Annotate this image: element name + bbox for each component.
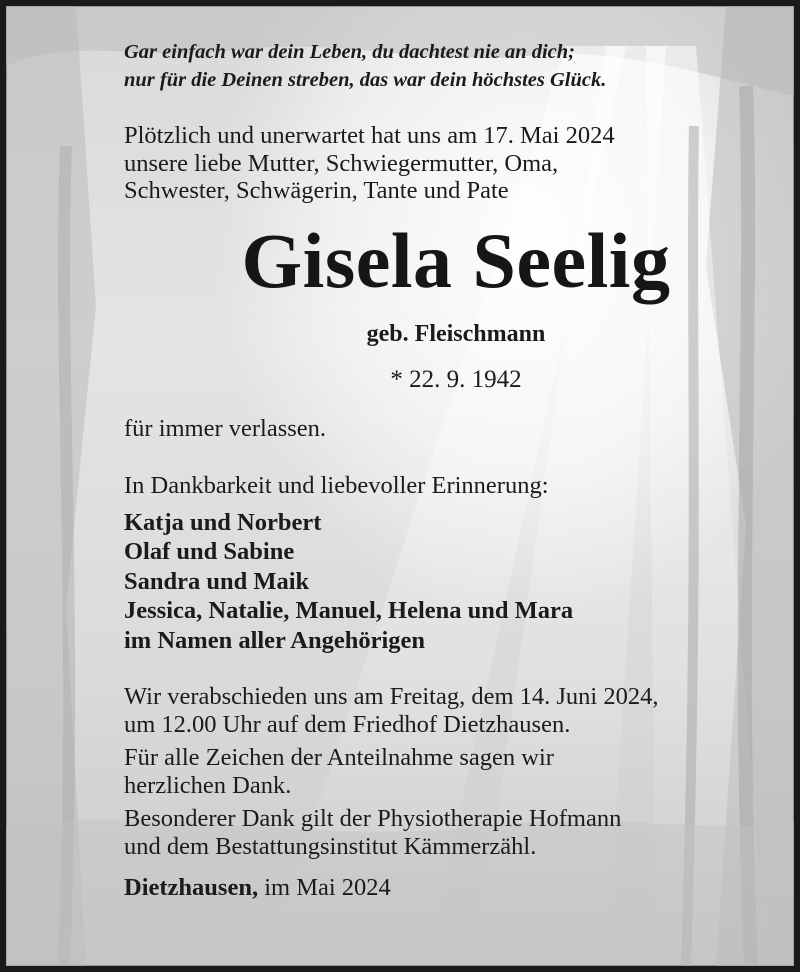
funeral-line: um 12.00 Uhr auf dem Friedhof Dietzhausen. [124, 710, 571, 738]
funeral-line: Wir verabschieden uns am Freitag, dem 14. Juni 2024, [124, 683, 659, 710]
thanks-line: Für alle Zeichen der Anteilnahme sagen wir [124, 744, 554, 771]
family-member: Katja und Norbert [124, 508, 322, 536]
deceased-name: Gisela Seelig [241, 216, 671, 304]
family-member: Jessica, Natalie, Manuel, Helena und Mara [124, 597, 574, 624]
signoff [124, 874, 764, 902]
maiden-name: geb. Fleischmann [366, 320, 546, 347]
family-member: im Namen aller Angehörigen [124, 626, 426, 654]
birth-date: * 22. 9. 1942 [390, 365, 522, 393]
gratitude-heading: In Dankbarkeit und liebevoller Erinnerung: [124, 472, 549, 499]
notice-content [124, 38, 764, 902]
family-member: Sandra und Maik [124, 567, 310, 595]
special-thanks-line: Besonderer Dank gilt der Physiotherapie Hofmann [124, 805, 622, 832]
family-member: Olaf und Sabine [124, 538, 295, 565]
intro-line: Plötzlich und unerwartet hat uns am 17. Mai 2024 [124, 122, 615, 149]
verse-line: Gar einfach war dein Leben, du dachtest nie an dich; [124, 41, 576, 63]
special-thanks-line: und dem Bestattungsinstitut Kämmerzähl. [124, 832, 537, 860]
signoff-date: im Mai 2024 [264, 874, 391, 901]
intro-line: Schwester, Schwägerin, Tante und Pate [124, 177, 509, 204]
left-text: für immer verlassen. [124, 414, 327, 442]
family-list [124, 508, 764, 656]
signoff-place: Dietzhausen, [124, 874, 259, 901]
thanks-line: herzlichen Dank. [124, 771, 292, 799]
intro-line: unsere liebe Mutter, Schwiegermutter, Oma, [124, 149, 559, 177]
verse-line: nur für die Deinen streben, das war dein höchstes Glück. [124, 69, 607, 91]
